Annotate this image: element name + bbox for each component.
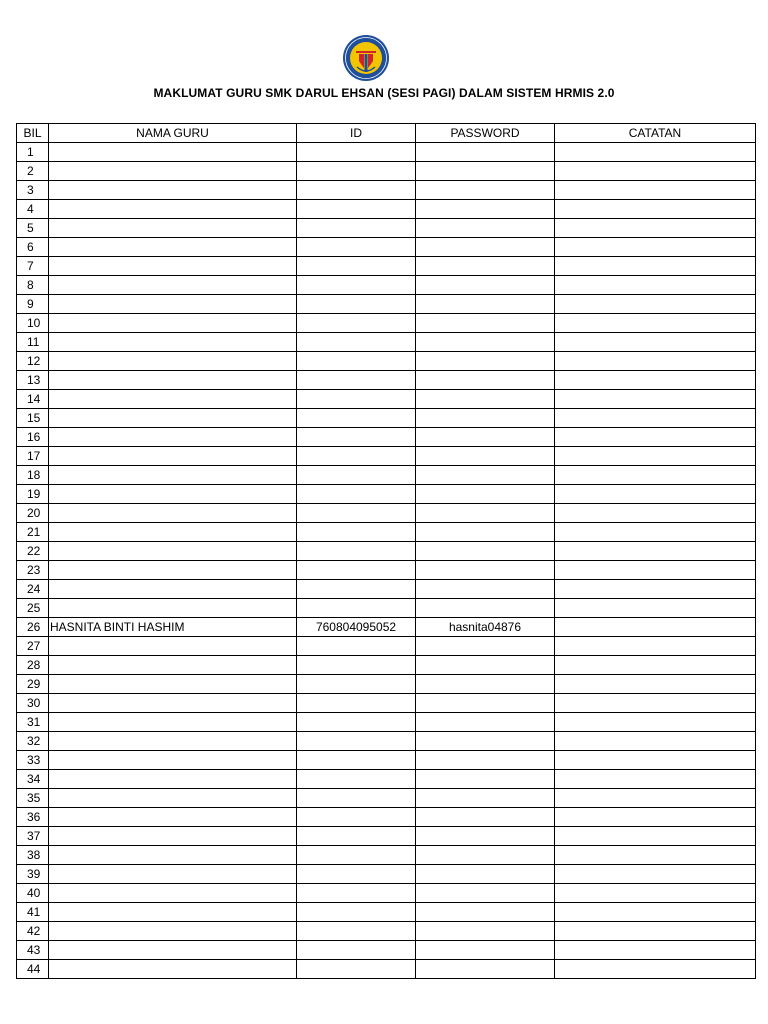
cell-nama-guru — [49, 542, 297, 561]
cell-catatan — [555, 618, 756, 637]
cell-password — [416, 580, 555, 599]
cell-id — [297, 770, 416, 789]
cell-bil: 43 — [17, 941, 49, 960]
cell-nama-guru — [49, 257, 297, 276]
cell-password — [416, 789, 555, 808]
cell-password — [416, 238, 555, 257]
cell-nama-guru — [49, 219, 297, 238]
cell-id — [297, 713, 416, 732]
table-row — [17, 276, 756, 295]
cell-id — [297, 599, 416, 618]
cell-bil: 7 — [17, 257, 49, 276]
cell-id — [297, 352, 416, 371]
cell-password — [416, 523, 555, 542]
table-row — [17, 618, 756, 637]
cell-id — [297, 827, 416, 846]
table-row — [17, 846, 756, 865]
cell-password — [416, 808, 555, 827]
cell-password — [416, 276, 555, 295]
table-row — [17, 827, 756, 846]
cell-id: 760804095052 — [297, 618, 416, 637]
cell-nama-guru — [49, 751, 297, 770]
cell-id — [297, 257, 416, 276]
cell-nama-guru — [49, 732, 297, 751]
cell-catatan — [555, 808, 756, 827]
cell-bil: 42 — [17, 922, 49, 941]
cell-nama-guru — [49, 314, 297, 333]
cell-password — [416, 694, 555, 713]
cell-catatan — [555, 865, 756, 884]
cell-password — [416, 656, 555, 675]
table-row — [17, 371, 756, 390]
cell-bil: 2 — [17, 162, 49, 181]
cell-nama-guru — [49, 827, 297, 846]
cell-nama-guru — [49, 371, 297, 390]
table-row — [17, 732, 756, 751]
cell-catatan — [555, 542, 756, 561]
cell-password — [416, 504, 555, 523]
cell-password — [416, 352, 555, 371]
cell-password — [416, 770, 555, 789]
cell-catatan — [555, 200, 756, 219]
table-row — [17, 751, 756, 770]
cell-nama-guru — [49, 865, 297, 884]
cell-password — [416, 371, 555, 390]
cell-password — [416, 485, 555, 504]
cell-nama-guru — [49, 561, 297, 580]
cell-id — [297, 371, 416, 390]
cell-id — [297, 580, 416, 599]
cell-bil: 27 — [17, 637, 49, 656]
cell-bil: 38 — [17, 846, 49, 865]
header-bil: BIL — [17, 124, 49, 143]
cell-bil: 29 — [17, 675, 49, 694]
cell-bil: 21 — [17, 523, 49, 542]
table-row — [17, 808, 756, 827]
cell-id — [297, 485, 416, 504]
cell-bil: 16 — [17, 428, 49, 447]
cell-bil: 12 — [17, 352, 49, 371]
cell-nama-guru — [49, 447, 297, 466]
cell-catatan — [555, 352, 756, 371]
table-row — [17, 941, 756, 960]
cell-password — [416, 846, 555, 865]
cell-catatan — [555, 694, 756, 713]
cell-nama-guru — [49, 504, 297, 523]
table-row — [17, 713, 756, 732]
cell-password — [416, 428, 555, 447]
cell-nama-guru — [49, 238, 297, 257]
cell-password — [416, 960, 555, 979]
cell-password — [416, 200, 555, 219]
cell-catatan — [555, 257, 756, 276]
cell-bil: 24 — [17, 580, 49, 599]
cell-nama-guru — [49, 922, 297, 941]
cell-nama-guru — [49, 675, 297, 694]
header-catatan: CATATAN — [555, 124, 756, 143]
cell-password — [416, 865, 555, 884]
table-row — [17, 428, 756, 447]
table-row — [17, 922, 756, 941]
cell-nama-guru — [49, 808, 297, 827]
cell-password — [416, 941, 555, 960]
cell-password — [416, 409, 555, 428]
table-row — [17, 181, 756, 200]
cell-id — [297, 675, 416, 694]
cell-nama-guru — [49, 200, 297, 219]
cell-bil: 26 — [17, 618, 49, 637]
table-row — [17, 314, 756, 333]
cell-nama-guru — [49, 276, 297, 295]
cell-id — [297, 751, 416, 770]
cell-bil: 18 — [17, 466, 49, 485]
cell-bil: 14 — [17, 390, 49, 409]
cell-password — [416, 542, 555, 561]
table-row — [17, 295, 756, 314]
cell-catatan — [555, 903, 756, 922]
cell-password — [416, 257, 555, 276]
cell-catatan — [555, 485, 756, 504]
cell-id — [297, 466, 416, 485]
table-row — [17, 770, 756, 789]
table-row — [17, 409, 756, 428]
cell-nama-guru — [49, 694, 297, 713]
cell-id — [297, 276, 416, 295]
cell-bil: 17 — [17, 447, 49, 466]
cell-catatan — [555, 238, 756, 257]
table-row — [17, 561, 756, 580]
table-row — [17, 162, 756, 181]
cell-bil: 23 — [17, 561, 49, 580]
cell-password — [416, 333, 555, 352]
table-row — [17, 238, 756, 257]
cell-bil: 28 — [17, 656, 49, 675]
table-row — [17, 200, 756, 219]
cell-catatan — [555, 143, 756, 162]
cell-catatan — [555, 428, 756, 447]
cell-bil: 13 — [17, 371, 49, 390]
cell-nama-guru — [49, 295, 297, 314]
cell-bil: 10 — [17, 314, 49, 333]
cell-id — [297, 903, 416, 922]
cell-bil: 1 — [17, 143, 49, 162]
cell-bil: 41 — [17, 903, 49, 922]
table-row — [17, 143, 756, 162]
cell-id — [297, 941, 416, 960]
cell-catatan — [555, 295, 756, 314]
cell-id — [297, 637, 416, 656]
cell-password — [416, 884, 555, 903]
cell-id — [297, 865, 416, 884]
cell-catatan — [555, 922, 756, 941]
cell-bil: 36 — [17, 808, 49, 827]
cell-nama-guru — [49, 333, 297, 352]
cell-nama-guru — [49, 960, 297, 979]
cell-id — [297, 732, 416, 751]
cell-catatan — [555, 333, 756, 352]
cell-password — [416, 713, 555, 732]
cell-bil: 30 — [17, 694, 49, 713]
cell-id — [297, 428, 416, 447]
cell-catatan — [555, 846, 756, 865]
cell-password — [416, 162, 555, 181]
cell-bil: 25 — [17, 599, 49, 618]
cell-id — [297, 333, 416, 352]
cell-id — [297, 162, 416, 181]
cell-password — [416, 390, 555, 409]
cell-password: hasnita04876 — [416, 618, 555, 637]
table-row — [17, 523, 756, 542]
cell-bil: 3 — [17, 181, 49, 200]
cell-catatan — [555, 276, 756, 295]
cell-catatan — [555, 447, 756, 466]
cell-bil: 4 — [17, 200, 49, 219]
cell-catatan — [555, 390, 756, 409]
table-row — [17, 789, 756, 808]
cell-password — [416, 561, 555, 580]
cell-password — [416, 143, 555, 162]
cell-bil: 20 — [17, 504, 49, 523]
table-row — [17, 599, 756, 618]
cell-nama-guru — [49, 523, 297, 542]
selangor-school-crest-icon — [342, 34, 390, 82]
cell-bil: 11 — [17, 333, 49, 352]
cell-id — [297, 314, 416, 333]
cell-nama-guru — [49, 789, 297, 808]
cell-password — [416, 903, 555, 922]
cell-nama-guru — [49, 485, 297, 504]
cell-catatan — [555, 371, 756, 390]
cell-bil: 9 — [17, 295, 49, 314]
table-row — [17, 903, 756, 922]
cell-id — [297, 561, 416, 580]
cell-nama-guru — [49, 770, 297, 789]
cell-id — [297, 884, 416, 903]
cell-nama-guru — [49, 181, 297, 200]
cell-password — [416, 447, 555, 466]
table-row — [17, 504, 756, 523]
cell-id — [297, 409, 416, 428]
cell-bil: 35 — [17, 789, 49, 808]
cell-id — [297, 846, 416, 865]
teacher-table — [16, 123, 756, 979]
table-row — [17, 466, 756, 485]
header-password: PASSWORD — [416, 124, 555, 143]
cell-id — [297, 390, 416, 409]
cell-bil: 6 — [17, 238, 49, 257]
table-row — [17, 637, 756, 656]
cell-catatan — [555, 770, 756, 789]
cell-id — [297, 922, 416, 941]
cell-id — [297, 960, 416, 979]
cell-catatan — [555, 580, 756, 599]
cell-nama-guru — [49, 409, 297, 428]
cell-id — [297, 504, 416, 523]
cell-catatan — [555, 561, 756, 580]
page-title: MAKLUMAT GURU SMK DARUL EHSAN (SESI PAGI) DALAM SISTEM HRMIS 2.0 — [153, 86, 615, 100]
cell-password — [416, 637, 555, 656]
cell-nama-guru — [49, 352, 297, 371]
table-row — [17, 447, 756, 466]
table-body — [17, 143, 756, 979]
cell-id — [297, 808, 416, 827]
cell-id — [297, 694, 416, 713]
cell-catatan — [555, 732, 756, 751]
cell-nama-guru: HASNITA BINTI HASHIM — [49, 618, 297, 637]
header-nama-guru: NAMA GURU — [49, 124, 297, 143]
cell-password — [416, 314, 555, 333]
cell-catatan — [555, 884, 756, 903]
header-id: ID — [297, 124, 416, 143]
cell-password — [416, 295, 555, 314]
cell-password — [416, 466, 555, 485]
cell-bil: 19 — [17, 485, 49, 504]
cell-nama-guru — [49, 713, 297, 732]
cell-bil: 32 — [17, 732, 49, 751]
table-row — [17, 656, 756, 675]
cell-catatan — [555, 523, 756, 542]
table-row — [17, 390, 756, 409]
cell-password — [416, 827, 555, 846]
cell-nama-guru — [49, 162, 297, 181]
cell-catatan — [555, 675, 756, 694]
cell-catatan — [555, 504, 756, 523]
cell-bil: 40 — [17, 884, 49, 903]
cell-catatan — [555, 181, 756, 200]
cell-catatan — [555, 941, 756, 960]
table-row — [17, 580, 756, 599]
cell-catatan — [555, 219, 756, 238]
cell-id — [297, 447, 416, 466]
cell-catatan — [555, 789, 756, 808]
table-row — [17, 865, 756, 884]
cell-id — [297, 143, 416, 162]
cell-bil: 34 — [17, 770, 49, 789]
cell-nama-guru — [49, 428, 297, 447]
cell-nama-guru — [49, 846, 297, 865]
cell-nama-guru — [49, 656, 297, 675]
table-row — [17, 352, 756, 371]
cell-catatan — [555, 409, 756, 428]
table-row — [17, 542, 756, 561]
cell-nama-guru — [49, 466, 297, 485]
cell-bil: 22 — [17, 542, 49, 561]
cell-nama-guru — [49, 390, 297, 409]
cell-bil: 15 — [17, 409, 49, 428]
cell-catatan — [555, 466, 756, 485]
cell-id — [297, 656, 416, 675]
cell-bil: 39 — [17, 865, 49, 884]
cell-catatan — [555, 827, 756, 846]
cell-bil: 5 — [17, 219, 49, 238]
table-row — [17, 884, 756, 903]
cell-nama-guru — [49, 884, 297, 903]
table-row — [17, 960, 756, 979]
cell-id — [297, 200, 416, 219]
table-row — [17, 257, 756, 276]
cell-password — [416, 922, 555, 941]
cell-bil: 31 — [17, 713, 49, 732]
cell-catatan — [555, 162, 756, 181]
cell-bil: 33 — [17, 751, 49, 770]
cell-nama-guru — [49, 941, 297, 960]
table-row — [17, 333, 756, 352]
table-header-row — [17, 124, 756, 143]
table-row — [17, 485, 756, 504]
cell-id — [297, 523, 416, 542]
cell-nama-guru — [49, 580, 297, 599]
cell-id — [297, 542, 416, 561]
cell-password — [416, 599, 555, 618]
cell-catatan — [555, 960, 756, 979]
table-row — [17, 694, 756, 713]
cell-bil: 8 — [17, 276, 49, 295]
table-row — [17, 675, 756, 694]
cell-catatan — [555, 637, 756, 656]
cell-catatan — [555, 599, 756, 618]
cell-id — [297, 219, 416, 238]
cell-id — [297, 238, 416, 257]
cell-password — [416, 732, 555, 751]
table-row — [17, 219, 756, 238]
cell-password — [416, 181, 555, 200]
cell-catatan — [555, 751, 756, 770]
cell-nama-guru — [49, 599, 297, 618]
cell-password — [416, 219, 555, 238]
cell-nama-guru — [49, 143, 297, 162]
cell-nama-guru — [49, 903, 297, 922]
cell-bil: 44 — [17, 960, 49, 979]
cell-id — [297, 789, 416, 808]
cell-nama-guru — [49, 637, 297, 656]
cell-id — [297, 295, 416, 314]
cell-password — [416, 675, 555, 694]
cell-id — [297, 181, 416, 200]
cell-catatan — [555, 656, 756, 675]
cell-catatan — [555, 713, 756, 732]
cell-bil: 37 — [17, 827, 49, 846]
cell-password — [416, 751, 555, 770]
cell-catatan — [555, 314, 756, 333]
